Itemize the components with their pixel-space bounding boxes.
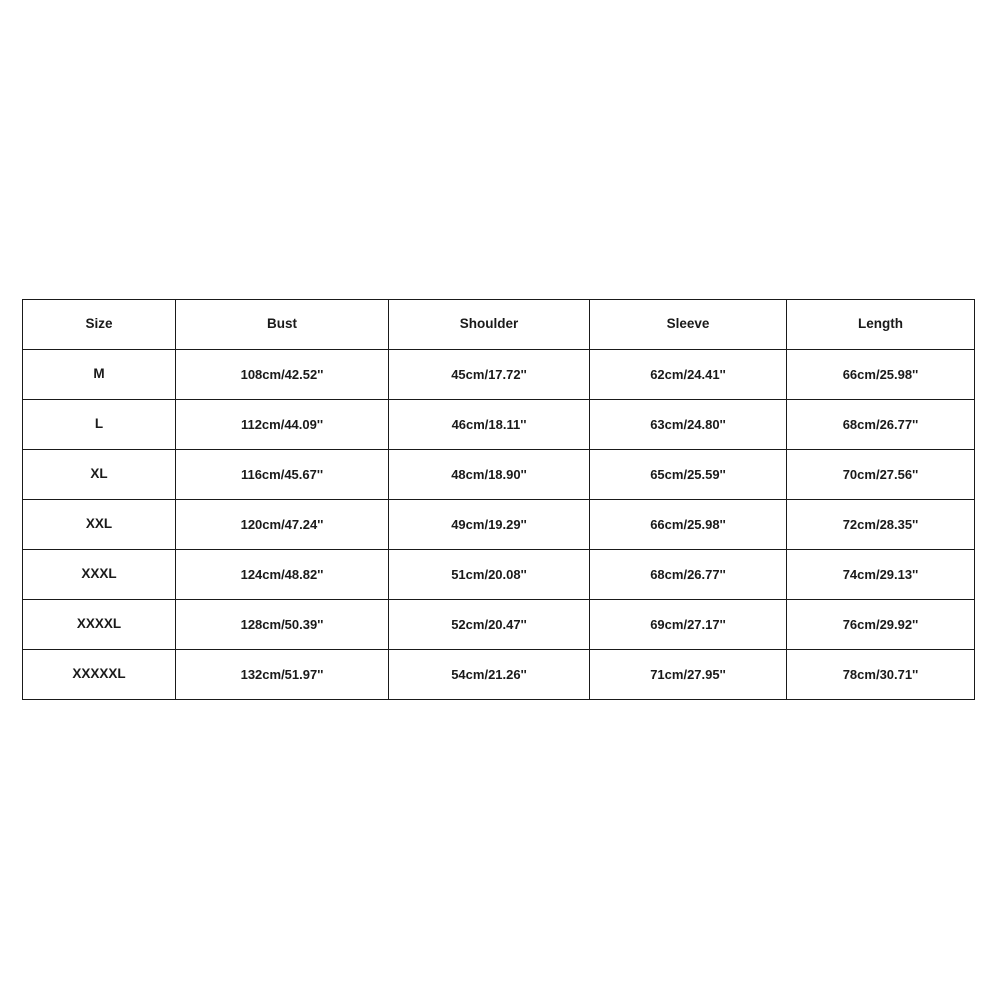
cell-shoulder: 49cm/19.29''	[389, 500, 590, 550]
cell-length: 78cm/30.71''	[787, 650, 975, 700]
cell-shoulder: 46cm/18.11''	[389, 400, 590, 450]
size-chart-container	[22, 299, 974, 700]
cell-sleeve: 62cm/24.41''	[590, 350, 787, 400]
column-header-size: Size	[23, 300, 176, 350]
table-body	[23, 350, 975, 700]
cell-length: 72cm/28.35''	[787, 500, 975, 550]
cell-shoulder: 52cm/20.47''	[389, 600, 590, 650]
cell-shoulder: 54cm/21.26''	[389, 650, 590, 700]
table-row	[23, 450, 975, 500]
cell-bust: 112cm/44.09''	[176, 400, 389, 450]
cell-length: 74cm/29.13''	[787, 550, 975, 600]
cell-sleeve: 68cm/26.77''	[590, 550, 787, 600]
column-header-length: Length	[787, 300, 975, 350]
cell-shoulder: 45cm/17.72''	[389, 350, 590, 400]
table-row	[23, 650, 975, 700]
cell-size: XL	[23, 450, 176, 500]
cell-shoulder: 48cm/18.90''	[389, 450, 590, 500]
cell-length: 68cm/26.77''	[787, 400, 975, 450]
cell-sleeve: 65cm/25.59''	[590, 450, 787, 500]
cell-bust: 120cm/47.24''	[176, 500, 389, 550]
cell-bust: 124cm/48.82''	[176, 550, 389, 600]
cell-bust: 128cm/50.39''	[176, 600, 389, 650]
table-header	[23, 300, 975, 350]
cell-size: XXL	[23, 500, 176, 550]
cell-size: XXXL	[23, 550, 176, 600]
cell-sleeve: 63cm/24.80''	[590, 400, 787, 450]
column-header-sleeve: Sleeve	[590, 300, 787, 350]
table-row	[23, 350, 975, 400]
cell-sleeve: 66cm/25.98''	[590, 500, 787, 550]
cell-shoulder: 51cm/20.08''	[389, 550, 590, 600]
table-row	[23, 550, 975, 600]
cell-bust: 108cm/42.52''	[176, 350, 389, 400]
cell-size: L	[23, 400, 176, 450]
cell-bust: 132cm/51.97''	[176, 650, 389, 700]
table-row	[23, 400, 975, 450]
cell-length: 70cm/27.56''	[787, 450, 975, 500]
cell-size: XXXXL	[23, 600, 176, 650]
table-row	[23, 600, 975, 650]
cell-size: M	[23, 350, 176, 400]
cell-sleeve: 71cm/27.95''	[590, 650, 787, 700]
cell-length: 66cm/25.98''	[787, 350, 975, 400]
cell-length: 76cm/29.92''	[787, 600, 975, 650]
table-row	[23, 500, 975, 550]
size-chart-table	[22, 299, 975, 700]
table-header-row	[23, 300, 975, 350]
cell-bust: 116cm/45.67''	[176, 450, 389, 500]
cell-size: XXXXXL	[23, 650, 176, 700]
column-header-bust: Bust	[176, 300, 389, 350]
cell-sleeve: 69cm/27.17''	[590, 600, 787, 650]
column-header-shoulder: Shoulder	[389, 300, 590, 350]
